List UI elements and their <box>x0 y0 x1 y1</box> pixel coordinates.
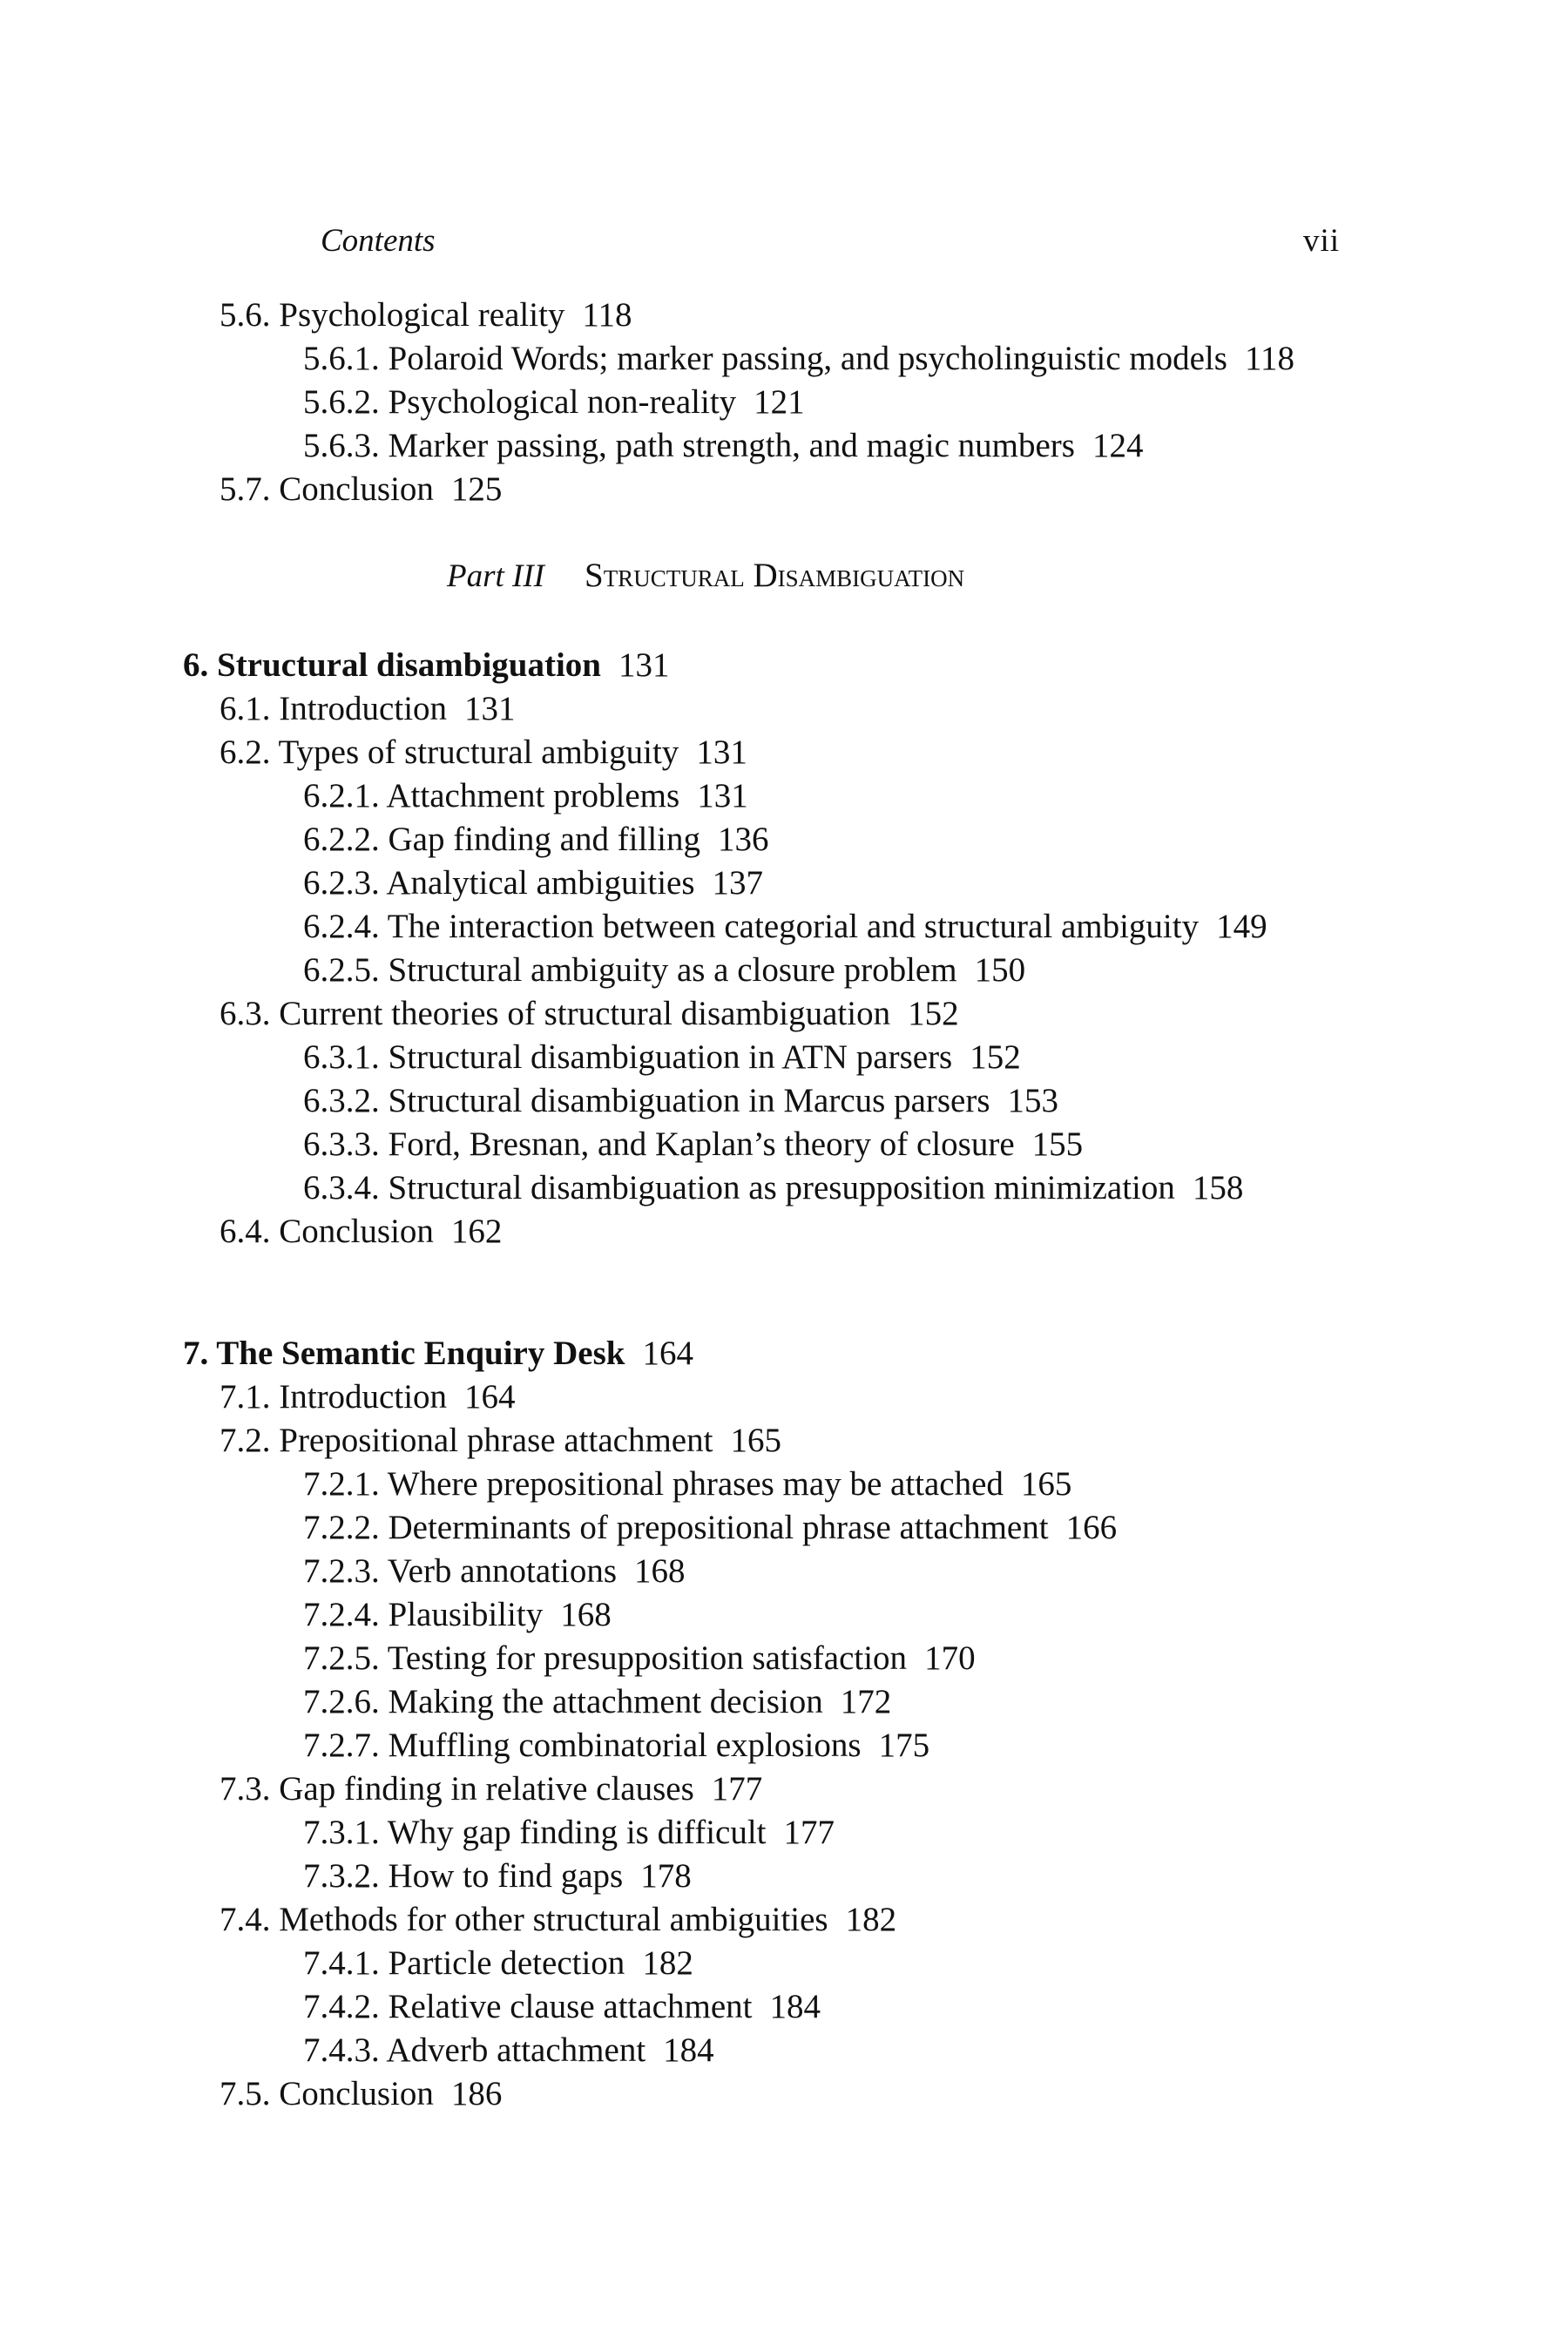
toc-number: 7.3.2. <box>303 1857 380 1895</box>
toc-page: 131 <box>697 777 748 814</box>
toc-page: 164 <box>642 1335 693 1372</box>
toc-page: 137 <box>712 864 764 902</box>
toc-page: 118 <box>1244 340 1295 377</box>
toc-number: 6.4. <box>220 1213 271 1250</box>
toc-page: 168 <box>560 1596 612 1633</box>
toc-page: 131 <box>464 690 516 727</box>
toc-number: 5.6.3. <box>303 427 380 464</box>
toc-entry-7-3 <box>220 1768 762 1810</box>
toc-title: Why gap finding is difficult <box>387 1814 767 1851</box>
toc-entry-7-5 <box>220 2073 502 2115</box>
toc-number: 6.3.3. <box>303 1125 380 1163</box>
toc-title: Psychological non-reality <box>388 383 737 421</box>
toc-page: 178 <box>640 1857 692 1895</box>
toc-page: 184 <box>769 1988 821 2025</box>
toc-number: 7.1. <box>220 1378 271 1416</box>
toc-title: Psychological reality <box>279 296 565 334</box>
toc-entry-7-4 <box>220 1899 896 1941</box>
part-heading <box>447 555 964 598</box>
page-header <box>321 222 1340 266</box>
toc-title: Introduction <box>279 1378 448 1416</box>
toc-title: Where prepositional phrases may be attached <box>387 1465 1004 1503</box>
toc-entry-7-2-5 <box>303 1638 976 1680</box>
toc-entry-6-2 <box>220 732 747 774</box>
toc-title: Structural disambiguation as presupposition minimization <box>388 1169 1175 1206</box>
toc-title: Attachment problems <box>386 777 680 814</box>
toc-page: 131 <box>696 733 747 771</box>
toc-page: 152 <box>970 1038 1021 1076</box>
toc-entry-7-2-7 <box>303 1725 929 1767</box>
toc-entry-7-1 <box>220 1376 516 1418</box>
toc-number: 6.3.1. <box>303 1038 380 1076</box>
toc-number: 6.2.1. <box>303 777 380 814</box>
running-title: Contents <box>321 223 436 259</box>
toc-entry-7-2-2 <box>303 1507 1117 1549</box>
toc-entry-5-6-3 <box>303 425 1143 467</box>
toc-number: 7.2.5. <box>303 1639 380 1677</box>
toc-chapter-7 <box>183 1333 693 1375</box>
toc-number: 7.5. <box>220 2075 271 2112</box>
toc-page: 164 <box>464 1378 516 1416</box>
toc-number: 6.2.5. <box>303 951 380 989</box>
toc-title: Structural ambiguity as a closure problem <box>388 951 957 989</box>
toc-number: 7.3. <box>220 1770 271 1808</box>
toc-page: 121 <box>754 383 805 421</box>
toc-title: Gap finding and filling <box>388 821 701 858</box>
toc-page: 182 <box>845 1901 897 1938</box>
chapter-title: The Semantic Enquiry Desk <box>216 1335 625 1372</box>
toc-page: 150 <box>974 951 1026 989</box>
toc-number: 7.2.7. <box>303 1727 380 1764</box>
toc-page: 125 <box>450 470 503 508</box>
toc-entry-6-3-4 <box>303 1167 1243 1209</box>
toc-page: 152 <box>908 995 959 1032</box>
toc-page: 162 <box>450 1213 503 1250</box>
part-label: Part III <box>447 558 544 594</box>
chapter-title: Structural disambiguation <box>217 646 601 684</box>
toc-title: Conclusion <box>279 2075 434 2112</box>
toc-number: 7.4.3. <box>303 2031 380 2069</box>
toc-title: Plausibility <box>388 1596 544 1633</box>
toc-entry-6-3-3 <box>303 1124 1083 1166</box>
toc-number: 6.3.4. <box>303 1169 380 1206</box>
toc-page: 170 <box>924 1639 976 1677</box>
toc-entry-5-6-2 <box>303 382 805 423</box>
toc-page: 131 <box>618 646 670 684</box>
toc-number: 6.1. <box>220 690 271 727</box>
toc-page: 136 <box>718 821 769 858</box>
toc-entry-7-2-1 <box>303 1463 1071 1505</box>
toc-title: Muffling combinatorial explosions <box>388 1727 862 1764</box>
toc-entry-6-2-1 <box>303 775 748 817</box>
toc-title: Structural disambiguation in Marcus parsers <box>388 1082 990 1119</box>
chapter-number: 7. <box>183 1335 209 1372</box>
toc-page: 175 <box>878 1727 930 1764</box>
toc-entry-7-2-4 <box>303 1594 612 1636</box>
toc-title: Conclusion <box>279 470 434 508</box>
toc-entry-6-2-3 <box>303 862 763 904</box>
toc-title: Relative clause attachment <box>388 1988 753 2025</box>
toc-title: Methods for other structural ambiguities <box>279 1901 828 1938</box>
toc-title: Structural disambiguation in ATN parsers <box>388 1038 953 1076</box>
toc-entry-6-4 <box>220 1211 502 1253</box>
toc-entry-6-2-4 <box>303 906 1267 948</box>
toc-number: 7.2.1. <box>303 1465 380 1503</box>
toc-title: Conclusion <box>279 1213 434 1250</box>
toc-entry-7-4-3 <box>303 2030 714 2072</box>
toc-page: 124 <box>1092 427 1144 464</box>
toc-number: 7.2.3. <box>303 1552 380 1590</box>
toc-number: 5.6.2. <box>303 383 380 421</box>
toc-number: 7.2. <box>220 1422 271 1459</box>
toc-title: Prepositional phrase attachment <box>279 1422 713 1459</box>
toc-title: Marker passing, path strength, and magic numbers <box>388 427 1075 464</box>
toc-entry-5-6-1 <box>303 338 1294 380</box>
chapter-number: 6. <box>183 646 209 684</box>
toc-number: 6.2.3. <box>303 864 380 902</box>
toc-entry-7-2 <box>220 1420 781 1462</box>
toc-page: 158 <box>1192 1169 1244 1206</box>
toc-page: 165 <box>1020 1465 1072 1503</box>
toc-page: 177 <box>783 1814 835 1851</box>
toc-page: 177 <box>711 1770 763 1808</box>
toc-entry-5-7 <box>220 469 502 510</box>
toc-number: 6.2. <box>220 733 271 771</box>
toc-page: 186 <box>450 2075 503 2112</box>
toc-entry-6-3 <box>220 993 959 1035</box>
toc-title: Making the attachment decision <box>388 1683 823 1720</box>
toc-chapter-6 <box>183 645 669 686</box>
toc-number: 5.7. <box>220 470 271 508</box>
toc-entry-7-3-2 <box>303 1855 692 1897</box>
toc-number: 5.6. <box>220 296 271 334</box>
toc-number: 7.2.4. <box>303 1596 380 1633</box>
toc-entry-6-3-2 <box>303 1080 1058 1122</box>
toc-page: 165 <box>730 1422 781 1459</box>
toc-number: 7.4.1. <box>303 1944 380 1982</box>
toc-title: Types of structural ambiguity <box>278 733 679 771</box>
toc-page: 155 <box>1031 1125 1084 1163</box>
toc-title: Analytical ambiguities <box>386 864 695 902</box>
toc-entry-6-3-1 <box>303 1037 1021 1078</box>
toc-title: Gap finding in relative clauses <box>279 1770 694 1808</box>
toc-title: Particle detection <box>388 1944 625 1982</box>
toc-title: Ford, Bresnan, and Kaplan’s theory of closure <box>388 1125 1015 1163</box>
toc-title: Current theories of structural disambiguation <box>279 995 891 1032</box>
toc-number: 7.2.6. <box>303 1683 380 1720</box>
toc-page: 166 <box>1065 1509 1118 1546</box>
toc-entry-7-3-1 <box>303 1812 835 1854</box>
toc-title: Testing for presupposition satisfaction <box>387 1639 908 1677</box>
toc-entry-7-4-2 <box>303 1986 821 2028</box>
toc-page: 149 <box>1216 908 1267 945</box>
toc-number: 7.2.2. <box>303 1509 380 1546</box>
toc-title: Polaroid Words; marker passing, and psycholinguistic models <box>388 340 1227 377</box>
toc-entry-6-2-5 <box>303 950 1025 991</box>
toc-title: The interaction between categorial and structural ambiguity <box>387 908 1200 945</box>
toc-page: 184 <box>663 2031 714 2069</box>
toc-number: 6.2.4. <box>303 908 380 945</box>
toc-number: 6.3. <box>220 995 271 1032</box>
toc-number: 7.4.2. <box>303 1988 380 2025</box>
toc-page: 172 <box>840 1683 892 1720</box>
toc-title: Verb annotations <box>387 1552 617 1590</box>
toc-number: 7.4. <box>220 1901 271 1938</box>
toc-entry-5-6 <box>220 294 632 336</box>
toc-number: 6.2.2. <box>303 821 380 858</box>
part-title: Structural Disambiguation <box>585 557 965 594</box>
toc-page: 168 <box>634 1552 686 1590</box>
page-number: vii <box>1302 223 1340 259</box>
toc-entry-6-2-2 <box>303 819 769 861</box>
toc-entry-6-1 <box>220 688 516 730</box>
toc-entry-7-2-3 <box>303 1551 686 1592</box>
toc-number: 6.3.2. <box>303 1082 380 1119</box>
toc-page: 182 <box>642 1944 693 1982</box>
toc-page: 153 <box>1007 1082 1059 1119</box>
toc-title: Introduction <box>279 690 448 727</box>
toc-title: Determinants of prepositional phrase attachment <box>388 1509 1049 1546</box>
toc-entry-7-4-1 <box>303 1943 693 1984</box>
toc-entry-7-2-6 <box>303 1681 891 1723</box>
toc-title: Adverb attachment <box>386 2031 646 2069</box>
toc-number: 5.6.1. <box>303 340 380 377</box>
toc-title: How to find gaps <box>388 1857 624 1895</box>
toc-number: 7.3.1. <box>303 1814 380 1851</box>
toc-page: 118 <box>582 296 632 334</box>
